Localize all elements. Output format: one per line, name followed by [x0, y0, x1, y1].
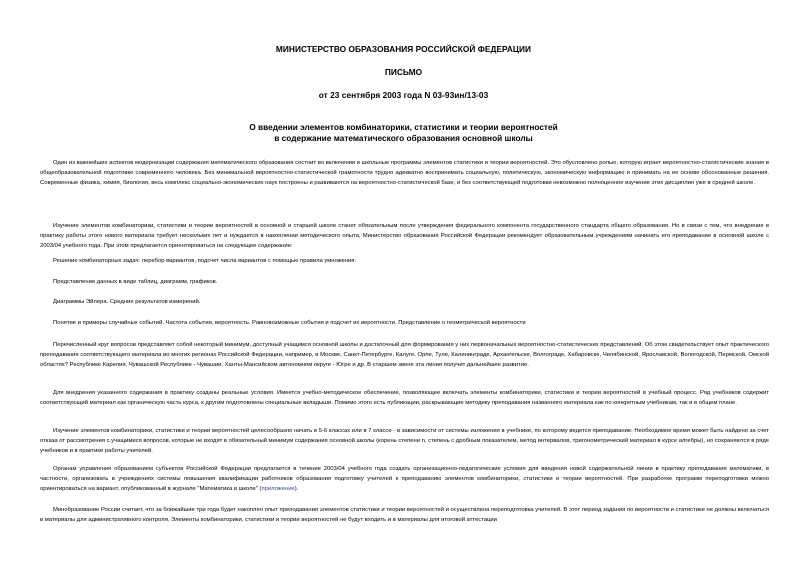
paragraph-9: Изучение элементов комбинаторики, статистики и теории вероятностей целесообразно начать в 5-6 классах или в 7 классе - в зависимости от системы изложения в учебнике, по которому ведется преподавание. Необходимое время может быть найдено за счет отказа от рассмотрения с учащимися вопросов, которые не входят в обязательный минимум содержания основной школы (корень степени n, степень с дробным показателем, метод интервалов, тригонометрический материал в курсе алгебры), но сохраняются в ряде учебников и в практике работы учителей. [40, 428, 769, 454]
ministry-header: МИНИСТЕРСТВО ОБРАЗОВАНИЯ РОССИЙСКОЙ ФЕДЕРАЦИИ [275, 44, 532, 54]
paragraph-10-end: ). [294, 486, 299, 492]
content-item-data-representation: Представление данных в виде таблиц, диаграмм, графиков. [53, 279, 218, 285]
content-item-euler-diagrams: Диаграммы Эйлера. Средние результатов измерений. [53, 299, 201, 305]
paragraph-7: Перечисленный круг вопросов представляет собой некоторый минимум, доступный учащимся основной школы и достаточный для формирования у них первоначальных вероятностно-статистических представлений. Об этом свидетельствует опыт практического преподавания соответствующего материала во многих регионах Российской Федерации, например, в Москве, Санкт-Петербурге, Калуге, Орле, Туле, Калининграде, Архангельске, Волгограде, Хабаровске, Челябинской, Ярославской, Вологодской, Пермской, Омской областях? Республике Карелия, Чувашской Республике - Чувашии, Ханты-Мансийском автономном округе - Югре и др. В старшем звене эта линия получит дальнейшее развитие. [40, 342, 769, 368]
paragraph-10-text: Органам управления образованием субъектов Российской Федерации предлагается в течение 2003/04 учебного года создать организационно-педагогические условия для введения новой содержательной линии в практику преподавания математики, в частности, организовать в учреждениях системы повышения квалификации работников образования подготовку учителей к преподаванию элементов комбинаторики, статистики и теории вероятностей. При разработке программ переподготовки можно ориентироваться на вариант, опубликованный в журнале "Математика в школе" ( [40, 466, 769, 492]
paragraph-2: Изучение элементов комбинаторики, статистики и теории вероятностей в основной и старшей школе станет обязательным после утверждения федерального компонента государственного стандарта общего образования. Но в связи с тем, что внедрение в практику работы этого нового материала требует нескольких лет и нуждается в накоплении методического опыта, Министерство образования Российской Федерации рекомендует образовательным учреждениям начинать его преподавание в основной школе с 2003/04 учебного года. При этом предлагается ориентироваться на следующее содержание: [40, 223, 769, 249]
paragraph-8: Для внедрения указанного содержания в практику созданы реальные условия. Имеется учебно-методическое обеспечение, позволяющее включать элементы комбинаторики, статистики и теории вероятностей в учебный процесс. Ряд учебников содержит соответствующий материал как органическую часть курса, к другим подготовлены специальные вкладыши. Помимо этого есть публикации, раскрывающие методику преподавания названного материала как по конкретным учебникам, так и в общем плане. [40, 390, 769, 406]
paragraph-10 [40, 464, 769, 494]
paragraph-1: Один из важнейших аспектов модернизации содержания математического образования состоит во включении в школьные программы элементов статистики и теории вероятностей. Это обусловлено ролью, которую играет вероятностно-статистические знания в общеобразовательной подготовке современного человека. Без минимальной вероятностно-статистической грамотности трудно адекватно воспринимать социальную, политическую, экономическую информацию и принимать на ее основе обоснованные решения. Современные физика, химия, биология, весь комплекс социально-экономических наук построены и развиваются на вероятностно-статистической базе, и без соответствующей подготовки невозможно полноценное изучение этих дисциплин уже в средней школе. [40, 160, 769, 186]
document-date-number: от 23 сентября 2003 года N 03-93ин/13-03 [318, 90, 489, 100]
content-item-combinatorics: Решение комбинаторных задач: перебор вариантов, подсчет числа вариантов с помощью правила умножения. [53, 258, 357, 264]
appendix-link[interactable]: приложение [261, 486, 295, 492]
paragraph-11: Минобразование России считает, что за ближайшие три года будет накоплен опыт преподавания элементов статистики и теории вероятностей и осуществлена переподготовка учителей. В этот период задания по вероятности и статистике не должны включаться в материалы для административного контроля. Элементы комбинаторики, статистики и теории вероятностей не будут входить и в материалы для итоговой аттестации [40, 507, 769, 523]
content-item-random-events: Понятие и примеры случайных событий. Частота события, вероятность. Равновозможные события и подсчет их вероятности. Представление о геометрической вероятности [53, 320, 526, 326]
document-type: ПИСЬМО [384, 67, 423, 77]
document-title-line-1: О введении элементов комбинаторики, статистики и теории вероятностей [249, 122, 558, 132]
document-title-line-2: в содержание математического образования основной школы [274, 133, 533, 143]
